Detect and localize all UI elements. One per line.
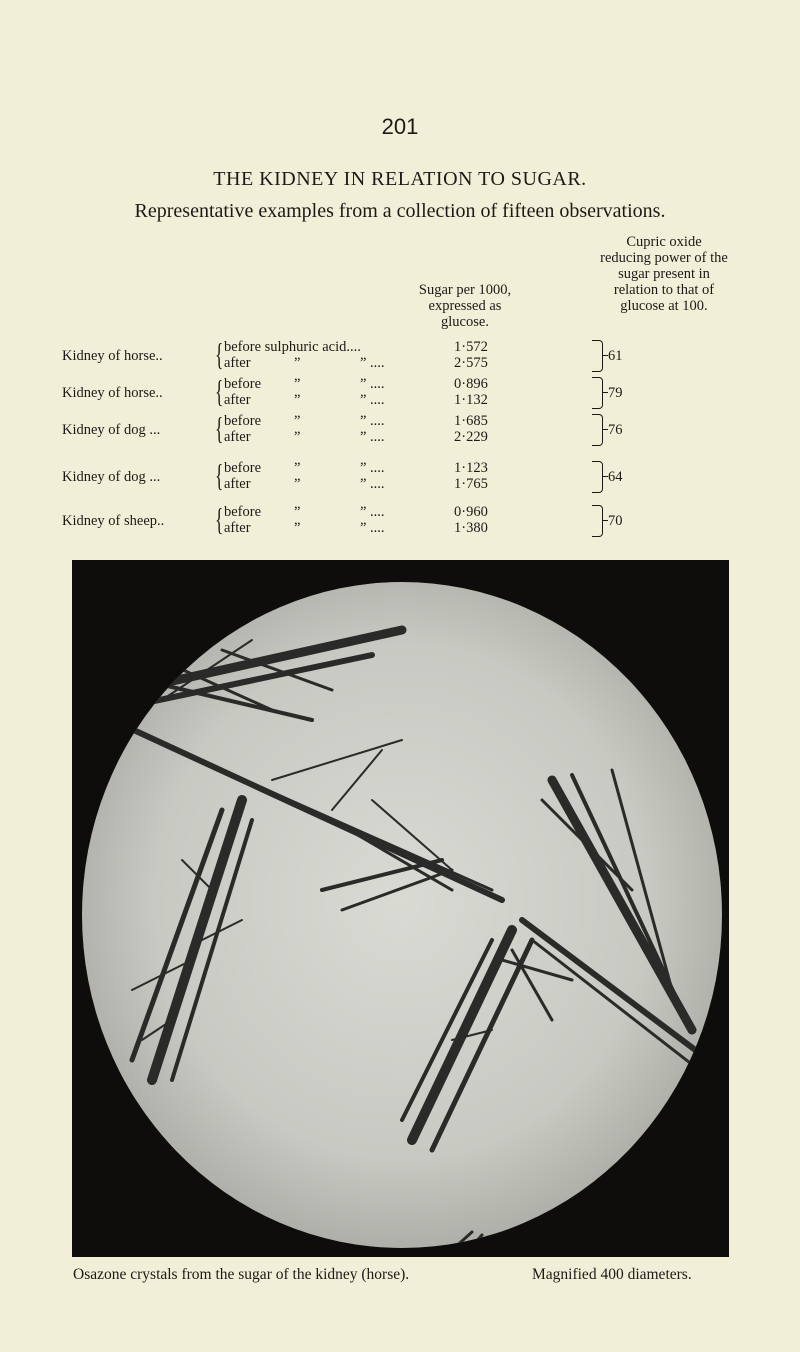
table-row bbox=[62, 457, 762, 496]
row-ratio: 76 bbox=[608, 422, 623, 438]
right-brace bbox=[592, 505, 603, 537]
column-header-cupric-line: glucose at 100. bbox=[620, 298, 708, 314]
right-brace bbox=[592, 340, 603, 372]
row-after-value: 1·132 bbox=[454, 392, 488, 408]
right-brace bbox=[592, 461, 603, 493]
row-before-value: 1·572 bbox=[454, 339, 488, 355]
row-animal: Kidney of sheep.. bbox=[62, 513, 165, 529]
column-header-cupric-line: sugar present in bbox=[618, 266, 710, 282]
right-brace bbox=[592, 377, 603, 409]
left-brace: { bbox=[215, 410, 224, 446]
row-after-value: 1·765 bbox=[454, 476, 488, 492]
row-after-value: 2·575 bbox=[454, 355, 488, 371]
row-animal: Kidney of horse.. bbox=[62, 348, 163, 364]
table-row bbox=[62, 373, 762, 412]
column-header-cupric-line: reducing power of the bbox=[600, 250, 728, 266]
left-brace: { bbox=[215, 501, 224, 537]
column-header-sugar bbox=[395, 282, 535, 330]
row-ratio: 64 bbox=[608, 469, 623, 485]
table-row bbox=[62, 336, 762, 375]
row-after-label: after ” ” .... bbox=[224, 476, 385, 492]
row-before-label: before ” ” .... bbox=[224, 413, 385, 429]
column-header-sugar-line: expressed as bbox=[428, 298, 502, 314]
page-title: THE KIDNEY IN RELATION TO SUGAR. bbox=[213, 168, 587, 190]
row-before-value: 0·896 bbox=[454, 376, 488, 392]
figure-magnification: Magnified 400 diameters. bbox=[532, 1266, 692, 1283]
column-header-cupric-line: Cupric oxide bbox=[626, 234, 702, 250]
column-header-sugar-line: glucose. bbox=[441, 314, 489, 330]
figure-caption: Osazone crystals from the sugar of the kidney (horse). bbox=[73, 1266, 410, 1283]
table-row bbox=[62, 410, 762, 449]
column-header-cupric-line: relation to that of bbox=[613, 282, 715, 298]
right-brace bbox=[592, 414, 603, 446]
micrograph-svg bbox=[72, 560, 729, 1257]
row-after-label: after ” ” .... bbox=[224, 520, 385, 536]
micrograph-figure bbox=[72, 560, 729, 1257]
row-after-value: 2·229 bbox=[454, 429, 488, 445]
row-ratio: 61 bbox=[608, 348, 623, 364]
table-row bbox=[62, 501, 762, 540]
column-header-sugar-line: Sugar per 1000, bbox=[418, 282, 512, 298]
page-number: 201 bbox=[381, 114, 419, 139]
row-after-label: after ” ” .... bbox=[224, 392, 385, 408]
column-header-cupric bbox=[548, 234, 780, 314]
row-after-label: after ” ” .... bbox=[224, 429, 385, 445]
row-before-label: before ” ” .... bbox=[224, 460, 385, 476]
row-before-label: before ” ” .... bbox=[224, 376, 385, 392]
left-brace: { bbox=[215, 373, 224, 409]
row-before-value: 1·685 bbox=[454, 413, 488, 429]
row-animal: Kidney of dog ... bbox=[62, 422, 161, 438]
row-ratio: 70 bbox=[608, 513, 623, 529]
left-brace: { bbox=[215, 336, 224, 372]
row-before-label: before sulphuric acid.... bbox=[224, 339, 361, 355]
row-after-value: 1·380 bbox=[454, 520, 488, 536]
page-subtitle: Representative examples from a collection of fifteen observations. bbox=[134, 200, 666, 222]
left-brace: { bbox=[215, 457, 224, 493]
row-before-value: 0·960 bbox=[454, 504, 488, 520]
row-ratio: 79 bbox=[608, 385, 623, 401]
row-before-value: 1·123 bbox=[454, 460, 488, 476]
row-after-label: after ” ” .... bbox=[224, 355, 385, 371]
row-before-label: before ” ” .... bbox=[224, 504, 385, 520]
row-animal: Kidney of horse.. bbox=[62, 385, 163, 401]
row-animal: Kidney of dog ... bbox=[62, 469, 161, 485]
